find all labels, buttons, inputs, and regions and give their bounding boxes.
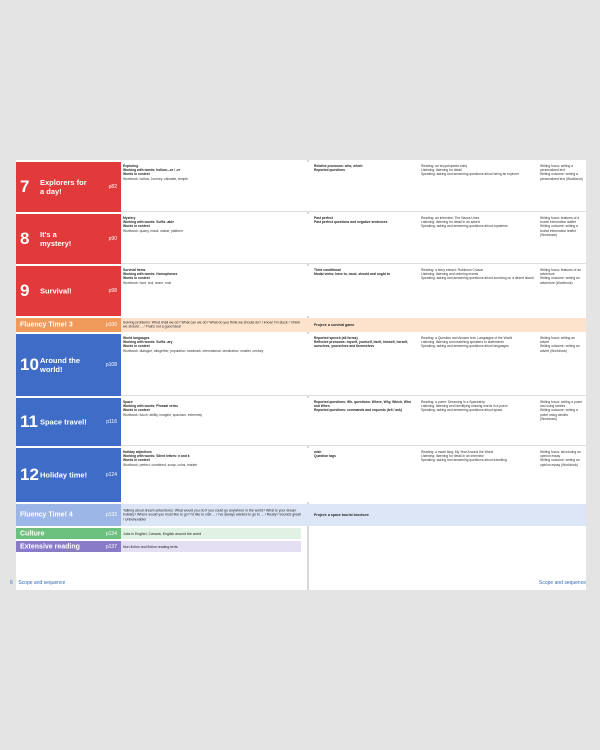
unit-title: Explorers for a day! — [40, 178, 87, 196]
unit-row — [16, 398, 586, 446]
fluency-title: Fluency Time! 4 — [20, 511, 73, 519]
extensive-reading-row — [16, 541, 301, 552]
footer-page-number: 6 — [10, 580, 13, 586]
grammar-cell: wish Question tags — [314, 450, 336, 459]
grammar-cell: Third conditional Modal verbs: have to, must, should and ought to — [314, 268, 391, 277]
fluency-header — [16, 318, 121, 332]
fluency-project: Project: a space tourist brochure — [314, 512, 369, 517]
unit-page: p90 — [108, 236, 117, 242]
fluency-time-row — [16, 504, 586, 526]
footer-right — [539, 580, 586, 586]
unit-header — [16, 266, 121, 316]
grammar-cell: Reported questions: Wh- questions: Where, Why, Which, Who and When Reported questions: commands and requests (tell / ask) — [314, 400, 412, 413]
writing-cell: Writing focus: writing a poem and using similes Writing outcome: writing a poem using similes (Workbook) — [540, 400, 583, 421]
fluency-project: Project: a survival game — [314, 322, 355, 327]
vocabulary-cell: Survival items Working with words: Homophones Words in context Workbook: hunt, tool, stone, rock — [123, 268, 178, 285]
skills-cell: Reading: a story extract: Robinson Crusoe Listening: listening and ordering events Speaking: asking and answering questions about surviving on a desert island — [421, 268, 534, 281]
unit-row — [16, 334, 586, 396]
vocabulary-cell: Exploring Working with words: hollow—ur / -er Words in context Workbook: hollow, Journey, valuable, temple — [123, 164, 188, 181]
unit-number: 10 — [20, 355, 39, 374]
unit-number: 8 — [20, 229, 30, 248]
culture-row — [16, 528, 301, 539]
extensive-reading-text: Non-fiction and fiction reading texts — [123, 544, 178, 549]
unit-row — [16, 162, 586, 212]
unit-page: p82 — [108, 184, 117, 190]
writing-cell: Writing focus: writing an advert Writing outcome: writing an advert (Workbook) — [540, 336, 580, 353]
unit-page: p108 — [105, 362, 117, 368]
fluency-page: p106 — [105, 322, 117, 328]
vocabulary-cell: Space Working with words: Phrasal verbs Words in context Workbook: touch, ability, imagine, spacious, extremely — [123, 400, 203, 417]
unit-title: Space travel! — [40, 417, 87, 427]
writing-cell: Writing focus: features of a tourist information leaflet Writing outcome: writing a tourist information leaflet (Workbook) — [540, 216, 580, 237]
footer-left-label: Scope and sequence — [18, 580, 66, 586]
fluency-text: Talking about dream adventures: What would you do if you could go anywhere in the world? What is your dream holiday? Where would you most like to go? I'd like to visit ... / I've always wanted to go to ... / Really? Sounds great! / Unbelievable! — [123, 508, 302, 522]
unit-header — [16, 214, 121, 264]
unit-page: p98 — [108, 288, 117, 294]
writing-cell: Writing focus: structuring an opinion essay Writing outcome: writing an opinion essay (Workbook) — [540, 450, 581, 467]
vocabulary-cell: Mystery Working with words: Suffix -able Words in context Workbook: quarry, mask, statue, platform — [123, 216, 183, 233]
extensive-reading-page: p137 — [105, 543, 117, 550]
grammar-cell: Relative pronouns: who, which Reported questions — [314, 164, 363, 173]
footer-left — [10, 580, 65, 586]
grammar-cell: Reported speech (all forms) Reflexive pronouns: myself, yourself, itself, himself, herself, ourselves, yourselves and themselves — [314, 336, 409, 349]
grammar-cell: Past perfect Past perfect questions and negative sentences — [314, 216, 388, 225]
unit-page: p124 — [105, 472, 117, 478]
unit-title: Survival! — [40, 286, 72, 296]
unit-number: 7 — [20, 177, 30, 196]
culture-title: Culture — [20, 530, 45, 537]
fluency-time-row — [16, 318, 586, 332]
fluency-title: Fluency Time! 3 — [20, 321, 73, 329]
culture-page: p134 — [105, 530, 117, 537]
unit-number: 12 — [20, 465, 39, 484]
extensive-reading-header — [16, 541, 121, 552]
unit-header — [16, 398, 121, 446]
unit-row — [16, 448, 586, 502]
unit-title: Around the world! — [40, 356, 80, 374]
writing-cell: Writing focus: writing a personalized text Writing outcome: writing a personalized text (Workbook) — [540, 164, 583, 181]
fluency-header — [16, 504, 121, 526]
writing-cell: Writing focus: features of an adventure Writing outcome: writing an adventure (Workbook) — [540, 268, 581, 285]
culture-header — [16, 528, 121, 539]
row-divider — [121, 395, 586, 396]
fluency-page: p132 — [105, 512, 117, 518]
vocabulary-cell: World languages Working with words: Suffix -ary Words in context Workbook: dialogue, altogether, population, landmark, international, destination, smaller, century — [123, 336, 264, 353]
vocabulary-cell: Holiday adjectives Working with words: Silent letters: n and k Words in context Workbook: perfect, combined, scrap, coins, marker — [123, 450, 198, 467]
fluency-text: Solving problems: What shall we do? What can we do? What do you think we should do? I know! I'm stuck / I think we should ... / That's not a good idea! — [123, 320, 300, 329]
unit-header — [16, 448, 121, 502]
culture-text: Jobs in English, Canada, English around the world — [123, 531, 202, 536]
skills-cell: Reading: an interview: The Nazca Lines Listening: listening for detail in an advert Speaking: asking and answering questions about mysteries — [421, 216, 508, 229]
unit-title: Holiday time! — [40, 470, 88, 480]
row-divider — [121, 445, 586, 446]
row-divider — [121, 211, 586, 212]
unit-page: p116 — [106, 419, 117, 425]
footer-right-label: Scope and sequence — [539, 580, 586, 586]
skills-cell: Reading: a travel blog: My Year Around the World Listening: listening for detail in an interview Speaking: asking and answering questions about travelling — [421, 450, 507, 463]
extensive-reading-title: Extensive reading — [20, 543, 80, 550]
unit-row — [16, 214, 586, 264]
unit-title: It's a mystery! — [40, 230, 72, 248]
skills-cell: Reading: a poem: Dreaming in a Spaceship Listening: listening and identifying missing words in a poem Speaking: asking and answering questions about space — [421, 400, 508, 413]
unit-number: 11 — [20, 412, 38, 431]
scope-and-sequence-page — [16, 160, 586, 590]
unit-number: 9 — [20, 281, 30, 300]
unit-header — [16, 334, 121, 396]
unit-header — [16, 162, 121, 212]
skills-cell: Reading: an encyclopedia entry Listening: listening for detail Speaking: asking and answering questions about being an explorer — [421, 164, 520, 177]
skills-cell: Reading: a Question and Answer text: Languages of the World Listening: listening and matching speakers to statements Speaking: asking and answering questions about languages — [421, 336, 513, 349]
row-divider — [121, 263, 586, 264]
unit-row — [16, 266, 586, 316]
